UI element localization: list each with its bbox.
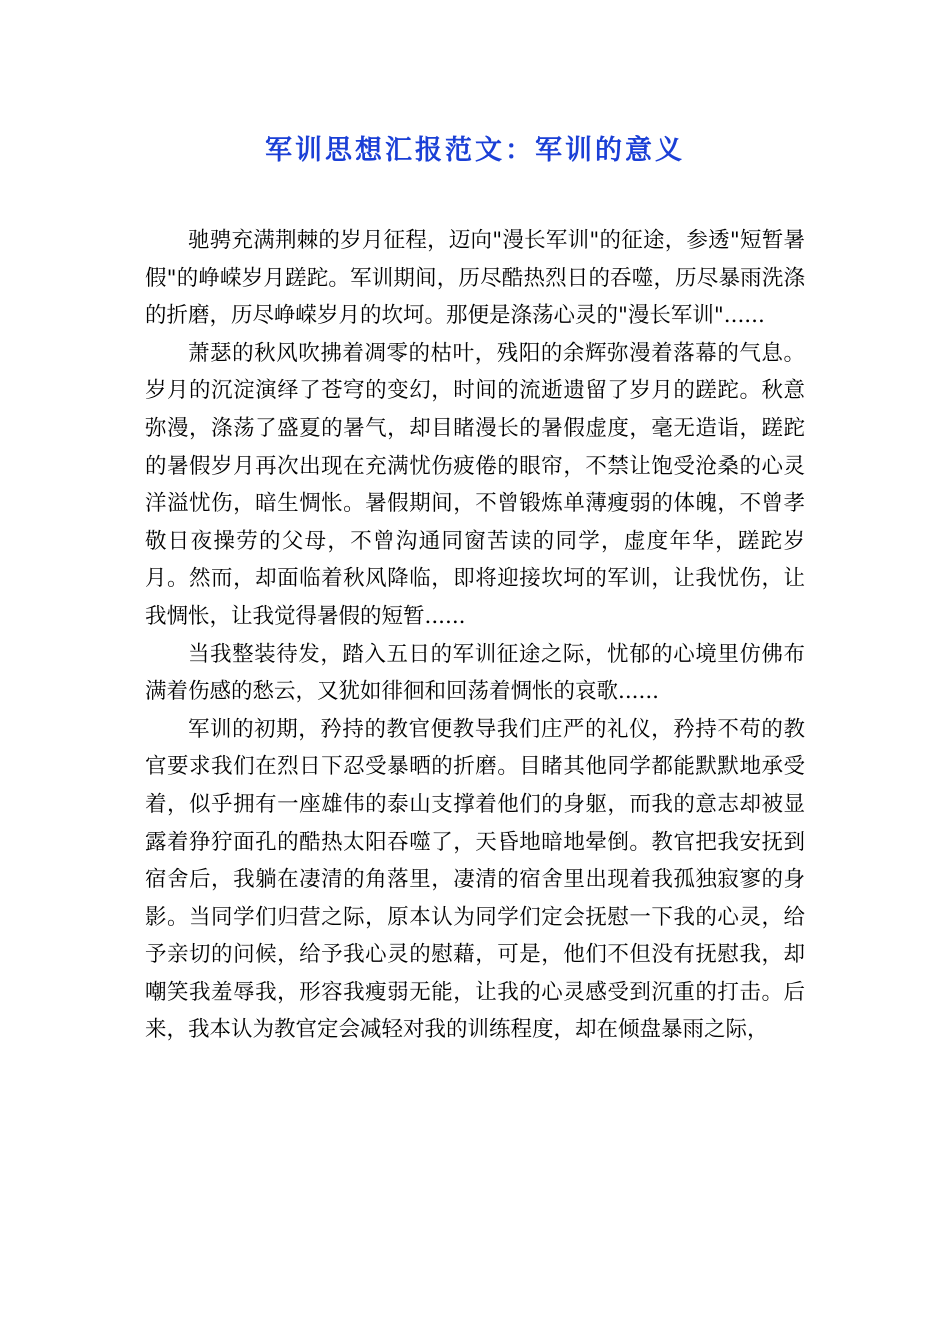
paragraph: 军训的初期，矜持的教官便教导我们庄严的礼仪，矜持不苟的教官要求我们在烈日下忍受暴晒的折磨。目睹其他同学都能默默地承受着，似乎拥有一座雄伟的泰山支撑着他们的身躯，而我的意志却被显露着狰狞面孔的酷热太阳吞噬了，天昏地暗地晕倒。教官把我安抚到宿舍后，我躺在凄清的角落里，凄清的宿舍里出现着我孤独寂寥的身影。当同学们归营之际，原本认为同学们定会抚慰一下我的心灵，给予亲切的问候，给予我心灵的慰藉，可是，他们不但没有抚慰我，却嘲笑我羞辱我，形容我瘦弱无能，让我的心灵感受到沉重的打击。后来，我本认为教官定会减轻对我的训练程度，却在倾盘暴雨之际， <box>145 716 805 1043</box>
paragraph: 萧瑟的秋风吹拂着凋零的枯叶，残阳的余辉弥漫着落幕的气息。岁月的沉淀演绎了苍穹的变幻，时间的流逝遗留了岁月的蹉跎。秋意弥漫，涤荡了盛夏的暑气，却目睹漫长的暑假虚度，毫无造诣，蹉跎的暑假岁月再次出现在充满忧伤疲倦的眼帘，不禁让饱受沧桑的心灵洋溢忧伤，暗生惆怅。暑假期间，不曾锻炼单薄瘦弱的体魄，不曾孝敬日夜操劳的父母，不曾沟通同窗苦读的同学，虚度年华，蹉跎岁月。然而，却面临着秋风降临，即将迎接坎坷的军训，让我忧伤，让我惆怅，让我觉得暑假的短暂...... <box>145 340 805 629</box>
document-title: 军训思想汇报范文：军训的意义 <box>265 135 685 166</box>
document-body <box>145 222 805 1049</box>
paragraph: 驰骋充满荆棘的岁月征程，迈向"漫长军训"的征途，参透"短暂暑假"的峥嵘岁月蹉跎。军训期间，历尽酷热烈日的吞噬，历尽暴雨洗涤的折磨，历尽峥嵘岁月的坎坷。那便是涤荡心灵的"漫长军训"...... <box>145 228 805 329</box>
paragraph: 当我整装待发，踏入五日的军训征途之际，忧郁的心境里仿佛布满着伤感的愁云，又犹如徘徊和回荡着惆怅的哀歌...... <box>145 641 805 705</box>
